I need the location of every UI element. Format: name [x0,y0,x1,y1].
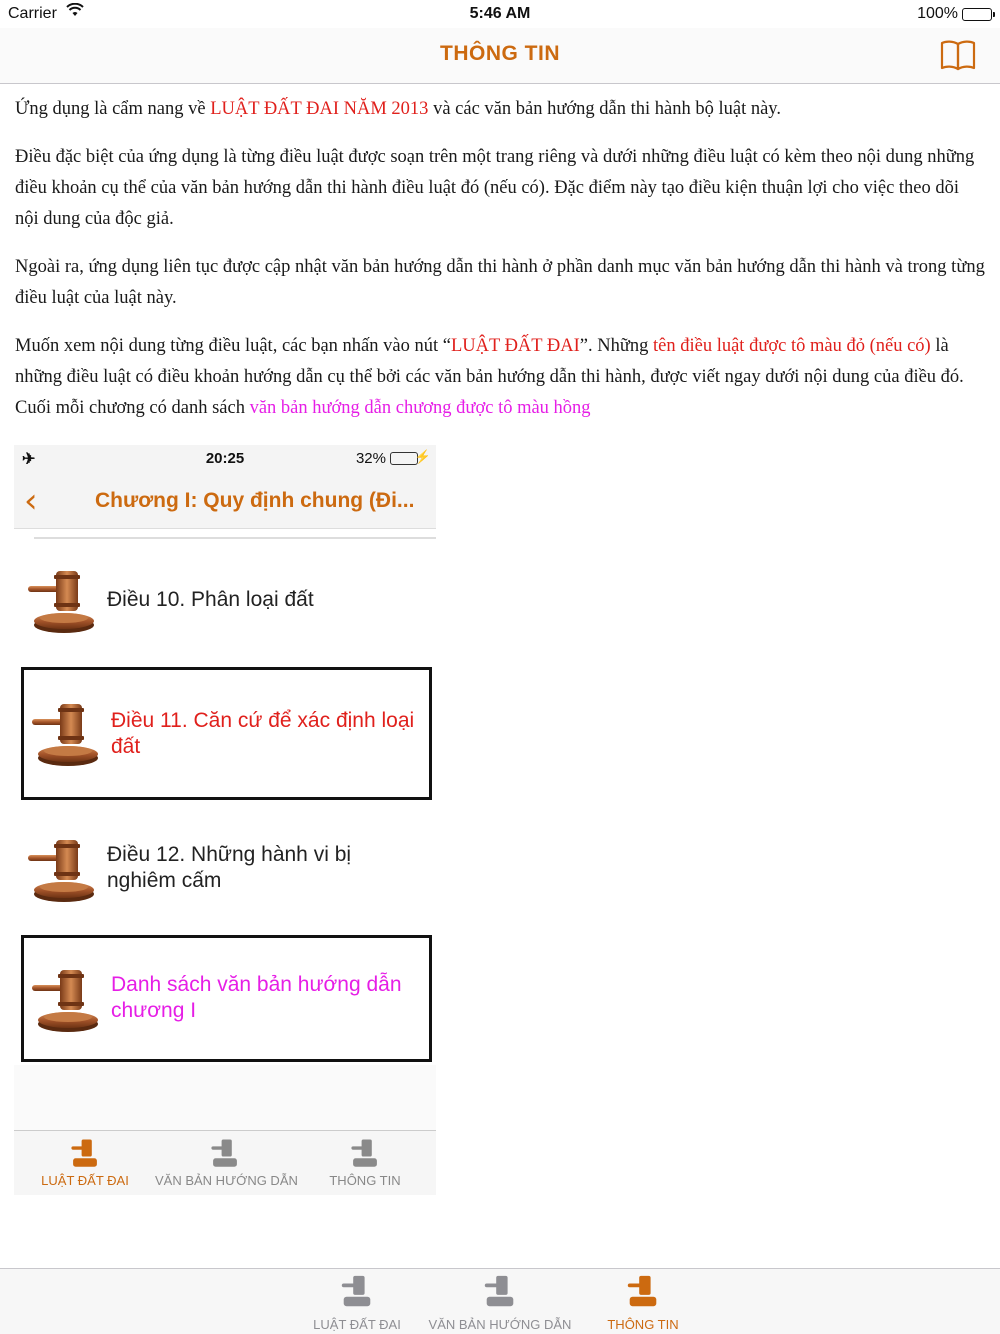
list-item [21,935,432,1062]
list-item-label: Điều 11. Căn cứ để xác định loại đất [111,709,415,758]
gavel-icon [68,1137,102,1171]
screenshot-tab-label: LUẬT ĐẤT ĐAI [41,1173,129,1188]
screenshot-empty-area [14,1065,436,1130]
screenshot-battery-icon [390,452,418,465]
screenshot-battery-percent: 32% [355,450,386,467]
tab-bar [0,1268,1000,1334]
status-time: 5:46 AM [469,5,531,22]
book-icon[interactable] [940,38,976,72]
screenshot-tab-label: THÔNG TIN [329,1173,401,1188]
gavel-icon [208,1137,242,1171]
paragraph-4: Muốn xem nội dung từng điều luật, các bạn nhấn vào nút “LUẬT ĐẤT ĐAI”. Những tên điều luật được tô màu đỏ (nếu có) là những điều luật có điều khoản hướng dẫn cụ thể bởi các văn bản hướng dẫn thi hành, được viết ngay dưới nội dung của điều đó. Cuối mỗi chương có danh sách văn bản hướng dẫn chương được tô màu hồng [15,336,964,418]
gavel-icon [338,1273,376,1311]
battery-percent: 100% [917,5,958,22]
info-content [15,94,985,441]
gavel-icon [348,1137,382,1171]
back-chevron-icon: ‹ [24,481,38,521]
example-screenshot [14,445,436,1195]
screenshot-time: 20:25 [205,450,245,467]
status-bar [0,0,1000,28]
paragraph-3: Ngoài ra, ứng dụng liên tục được cập nhật văn bản hướng dẫn thi hành ở phần danh mục văn bản hướng dẫn thi hành và trong từng điều luật của luật này. [15,257,985,308]
paragraph-1: Ứng dụng là cẩm nang về LUẬT ĐẤT ĐAI NĂM 2013 và các văn bản hướng dẫn thi hành bộ luật này. [15,99,781,119]
tab-label: THÔNG TIN [607,1317,679,1332]
tab-van-ban-huong-dan[interactable] [420,1273,580,1332]
battery-icon [962,8,992,21]
screenshot-tab-thong-tin [295,1137,435,1188]
tab-luat-dat-dai[interactable] [277,1273,437,1332]
screenshot-status-bar [14,445,436,473]
list-item-label: Danh sách văn bản hướng dẫn chương I [111,973,402,1022]
list-item [20,555,432,640]
tab-thong-tin[interactable] [563,1273,723,1332]
carrier-label: Carrier [8,5,57,22]
gavel-icon [26,563,98,635]
gavel-icon [26,832,98,904]
screenshot-tab-van-ban [155,1137,298,1188]
charging-icon: ⚡ [414,449,431,464]
nav-bar [0,28,1000,84]
airplane-icon: ✈ [22,451,36,468]
screenshot-tab-luat-dat-dai [15,1137,155,1188]
screenshot-tab-bar [14,1130,436,1195]
divider [34,537,436,539]
screenshot-tab-label: VĂN BẢN HƯỚNG DẪN [155,1173,298,1188]
gavel-icon [481,1273,519,1311]
gavel-icon [30,962,102,1034]
page-title: THÔNG TIN [440,42,560,65]
list-item-label: Điều 10. Phân loại đất [107,588,314,611]
screenshot-nav-title: Chương I: Quy định chung (Đi... [95,489,415,512]
list-item [20,820,432,920]
list-item [21,667,432,800]
gavel-icon [624,1273,662,1311]
gavel-icon [30,696,102,768]
tab-label: LUẬT ĐẤT ĐAI [313,1317,401,1332]
paragraph-2: Điều đặc biệt của ứng dụng là từng điều luật được soạn trên một trang riêng và dưới những điều luật có kèm theo nội dung những điều khoản cụ thể của văn bản hướng dẫn thi hành điều luật đó (nếu có). Đặc điểm này tạo điều kiện thuận lợi cho việc theo dõi nội dung của độc giả. [15,147,975,229]
screenshot-nav-bar [14,473,436,529]
tab-label: VĂN BẢN HƯỚNG DẪN [428,1317,572,1332]
list-item-label: Điều 12. Những hành vi bị nghiêm cấm [107,843,352,892]
